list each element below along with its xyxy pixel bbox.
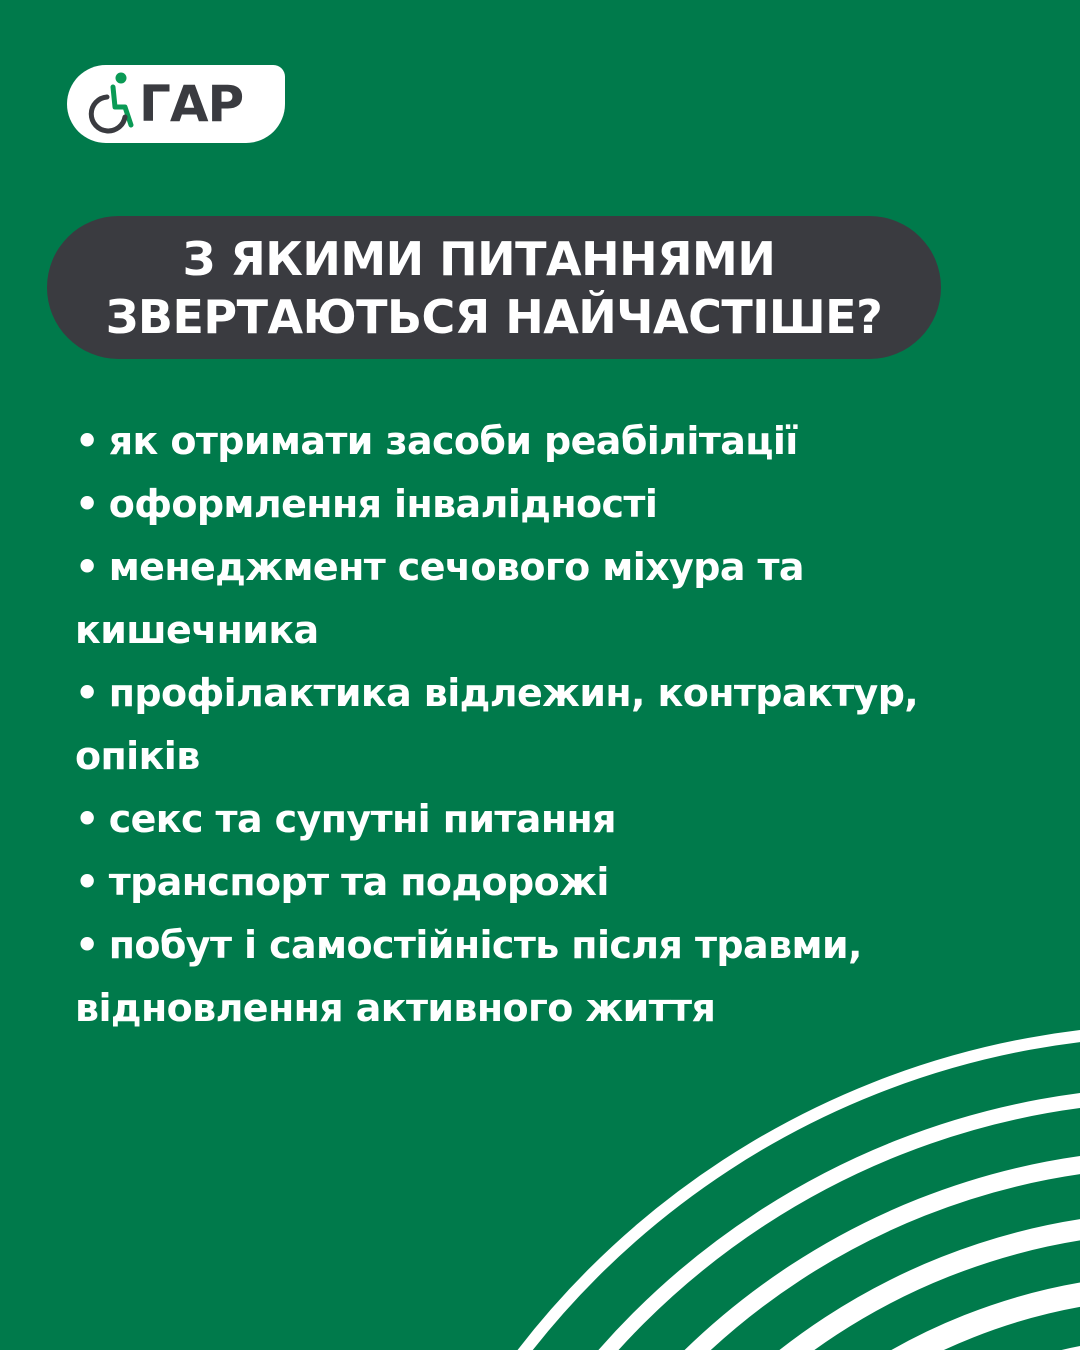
- list-item: [75, 851, 1035, 914]
- decorative-arc: [478, 1158, 1080, 1350]
- decorative-arc: [414, 1094, 1080, 1350]
- list-item: [75, 788, 1035, 851]
- list-item: [75, 914, 1035, 1040]
- bullet: •: [75, 482, 99, 526]
- bullet: •: [75, 860, 99, 904]
- topic-text: як отримати засоби реабілітації: [108, 419, 798, 463]
- topic-text: побут і самостійність після травми, відновлення активного життя: [75, 923, 862, 1030]
- decorative-arc: [606, 1286, 1080, 1350]
- headline-line-2: ЗВЕРТАЮТЬСЯ НАЙЧАСТІШЕ?: [105, 289, 883, 344]
- topic-text: секс та супутні питання: [108, 797, 616, 841]
- list-item: [75, 662, 1035, 788]
- bullet: •: [75, 545, 99, 589]
- list-item: [75, 473, 1035, 536]
- list-item: [75, 536, 1035, 662]
- topic-text: оформлення інвалідності: [108, 482, 658, 526]
- headline-line-1: З ЯКИМИ ПИТАННЯМИ: [182, 231, 776, 286]
- wheelchair-user-icon: [85, 71, 135, 137]
- bullet: •: [75, 797, 99, 841]
- topic-text: профілактика відлежин, контрактур, опіків: [75, 671, 919, 778]
- topic-list: [75, 410, 1035, 1040]
- decorative-arc: [542, 1222, 1080, 1350]
- list-item: [75, 410, 1035, 473]
- decorative-arc: [350, 1030, 1080, 1350]
- topic-text: транспорт та подорожі: [108, 860, 609, 904]
- topic-text: менеджмент сечового міхура та кишечника: [75, 545, 804, 652]
- logo-text: ГАР: [139, 75, 244, 133]
- bullet: •: [75, 671, 99, 715]
- headline-banner: [47, 216, 941, 359]
- bullet: •: [75, 419, 99, 463]
- logo: [67, 65, 285, 143]
- bullet: •: [75, 923, 99, 967]
